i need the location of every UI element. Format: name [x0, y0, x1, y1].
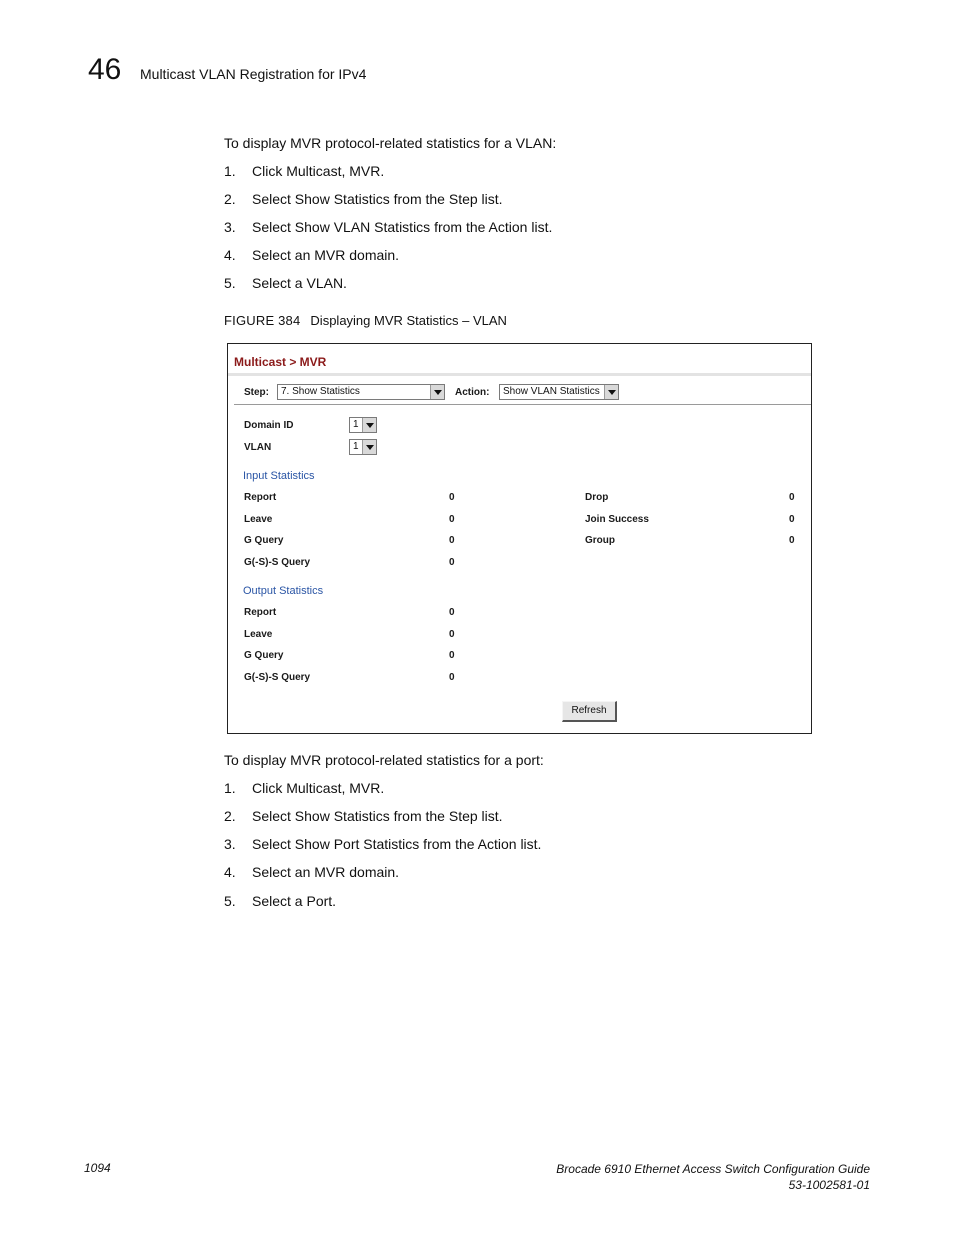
refresh-button[interactable]: Refresh	[562, 701, 617, 722]
domain-id-label: Domain ID	[244, 420, 294, 431]
output-stat-label: G Query	[244, 650, 284, 661]
doc-info	[556, 1161, 870, 1193]
step-number: 1.	[224, 780, 236, 796]
step-text: Select Show VLAN Statistics from the Action list.	[252, 219, 553, 235]
step-number: 5.	[224, 275, 236, 291]
vlan-step	[224, 219, 552, 235]
step-number: 2.	[224, 808, 236, 824]
page-number: 1094	[84, 1161, 111, 1175]
step-select-value: 7. Show Statistics	[281, 386, 360, 397]
step-number: 5.	[224, 893, 236, 909]
output-stat-label: Leave	[244, 629, 273, 640]
figure-title: Displaying MVR Statistics – VLAN	[310, 313, 507, 328]
input-stat-value: 0	[789, 492, 795, 503]
step-number: 4.	[224, 247, 236, 263]
vlan-step	[224, 275, 347, 291]
chevron-down-icon[interactable]	[362, 440, 376, 454]
step-text: Select Show Statistics from the Step list.	[252, 191, 503, 207]
input-stat-label: Leave	[244, 514, 273, 525]
vlan-step	[224, 247, 399, 263]
step-select[interactable]	[277, 384, 445, 400]
chapter-title: Multicast VLAN Registration for IPv4	[140, 66, 367, 82]
port-step	[224, 836, 541, 852]
step-label: Step:	[244, 387, 269, 398]
input-stat-label: Drop	[585, 492, 609, 503]
chevron-down-icon[interactable]	[362, 418, 376, 432]
port-step	[224, 893, 336, 909]
vlan-step	[224, 163, 384, 179]
step-number: 3.	[224, 219, 236, 235]
input-stat-value: 0	[449, 557, 455, 568]
input-stat-value: 0	[789, 514, 795, 525]
chevron-down-icon[interactable]	[430, 385, 444, 399]
port-intro: To display MVR protocol-related statistics for a port:	[224, 752, 544, 768]
domain-id-select[interactable]	[349, 417, 377, 433]
step-number: 4.	[224, 864, 236, 880]
output-stat-value: 0	[449, 650, 455, 661]
mvr-statistics-screen	[227, 343, 812, 734]
input-stat-label: G(-S)-S Query	[244, 557, 311, 568]
output-statistics-title: Output Statistics	[243, 585, 324, 597]
step-text: Click Multicast, MVR.	[252, 780, 385, 796]
header-divider	[228, 373, 811, 376]
domain-id-value: 1	[353, 419, 359, 430]
input-stat-label: Report	[244, 492, 277, 503]
port-step	[224, 780, 384, 796]
step-text: Select Show Port Statistics from the Action list.	[252, 836, 542, 852]
port-step	[224, 808, 503, 824]
breadcrumb: Multicast > MVR	[234, 355, 327, 369]
output-stat-value: 0	[449, 607, 455, 618]
output-stat-label: Report	[244, 607, 277, 618]
action-select[interactable]	[499, 384, 619, 400]
input-stat-label: G Query	[244, 535, 284, 546]
input-stat-value: 0	[449, 535, 455, 546]
step-text: Select Show Statistics from the Step list.	[252, 808, 503, 824]
input-stat-value: 0	[449, 514, 455, 525]
figure-label: FIGURE 384	[224, 313, 301, 328]
step-number: 1.	[224, 163, 236, 179]
input-stat-value: 0	[789, 535, 795, 546]
input-stat-value: 0	[449, 492, 455, 503]
output-stat-value: 0	[449, 672, 455, 683]
vlan-intro: To display MVR protocol-related statistics for a VLAN:	[224, 135, 557, 151]
input-statistics-title: Input Statistics	[243, 470, 315, 482]
step-text: Select an MVR domain.	[252, 864, 400, 880]
controls-divider	[234, 404, 811, 405]
step-text: Click Multicast, MVR.	[252, 163, 385, 179]
doc-title: Brocade 6910 Ethernet Access Switch Configuration Guide	[556, 1162, 870, 1176]
doc-number: 53-1002581-01	[788, 1178, 870, 1192]
vlan-step	[224, 191, 503, 207]
step-number: 3.	[224, 836, 236, 852]
input-stat-label: Join Success	[585, 514, 649, 525]
port-step	[224, 864, 399, 880]
chevron-down-icon[interactable]	[604, 385, 618, 399]
step-number: 2.	[224, 191, 236, 207]
chapter-number: 46	[88, 53, 122, 86]
vlan-value: 1	[353, 441, 359, 452]
vlan-label: VLAN	[244, 442, 272, 453]
action-select-value: Show VLAN Statistics	[503, 386, 600, 397]
vlan-select[interactable]	[349, 439, 377, 455]
output-stat-label: G(-S)-S Query	[244, 672, 311, 683]
output-stat-value: 0	[449, 629, 455, 640]
input-stat-label: Group	[585, 535, 615, 546]
step-text: Select a Port.	[252, 893, 337, 909]
step-text: Select an MVR domain.	[252, 247, 400, 263]
step-text: Select a VLAN.	[252, 275, 347, 291]
action-label: Action:	[455, 387, 490, 398]
figure-caption	[224, 313, 507, 328]
